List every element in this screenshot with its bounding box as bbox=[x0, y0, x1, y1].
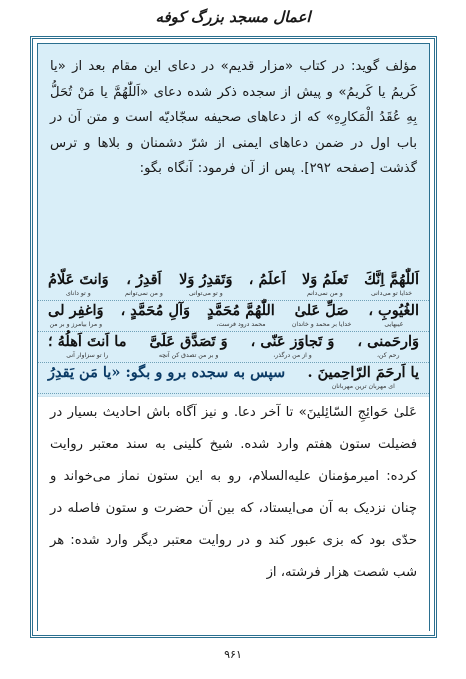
dua-translation: رحم کن، bbox=[376, 352, 400, 359]
dua-arabic: اَللّٰهُمَّ اِنَّكَ bbox=[364, 271, 419, 288]
dua-word bbox=[125, 270, 163, 298]
dua-arabic: وَارحَمنی ، bbox=[357, 333, 419, 350]
body-paragraph: عَلىٰ حَوائِجِ السّائِلینَ» تا آخر دعا. و نیز آگاه باش احادیث بسیار در فضیلت ستون هفتم وارد شده. شیخ کلینی به سند معتبر روایت کرده: امیرمؤمنان علیه‌السلام، رو به این ستون نماز می‌خواند و چنان نزدیک به آن می‌ایستاد، که بین آن حضرت و ستون فاصله در حدّی بود که بزی عبور کند و در روایت معتبر دیگر وارد شده: هر شب شصت هزار فرشته، از bbox=[38, 396, 429, 637]
dua-line bbox=[38, 301, 429, 332]
dua-word bbox=[48, 270, 109, 298]
dua-arabic: یا اَرحَمَ الرّاحِمینَ . bbox=[307, 364, 419, 381]
dua-word bbox=[207, 301, 275, 329]
dua-line bbox=[38, 270, 429, 301]
dua-word bbox=[179, 270, 232, 298]
dua-word bbox=[292, 301, 351, 329]
dua-translation: خدایا تو می‌دانی bbox=[371, 290, 413, 297]
dua-word bbox=[48, 301, 104, 329]
dua-arabic: وَ تَصَدَّق عَلَیَّ bbox=[149, 333, 228, 350]
dua-arabic: اَقدِرُ ، bbox=[126, 271, 162, 288]
page-number: ۹۶۱ bbox=[224, 648, 242, 661]
content-panel bbox=[37, 43, 430, 631]
intro-paragraph: مؤلف گوید: در کتاب «مزار قدیم» در دعای این مقام بعد از «یا کَریمُ یا کَریمُ» و پیش از سجده ذکر شده دعای «اَللّٰهُمَّ یا مَنْ تُحَلُّ بِهِ عُقَدُ الْمَکارِهِ» که از دعاهای صحیفه سجّادیّه است و متن آن در باب اول در ضمن دعاهای ایمنی از شرّ دشمنان و بلاها و ترس گذشت [صفحه ۲۹۲]. پس از آن فرمود: آنگاه بگو: bbox=[50, 59, 417, 177]
dua-arabic: الغُيُوبِ ، bbox=[368, 302, 419, 319]
dua-arabic: وَ تَجاوَز عَنّی ، bbox=[250, 333, 335, 350]
dua-arabic: سپس به سجده برو و بگو: «یا مَن یَقدِرُ bbox=[48, 364, 286, 381]
dua-word bbox=[251, 332, 335, 360]
dua-word bbox=[48, 363, 285, 382]
dua-arabic: وَآلِ مُحَمَّدٍ ، bbox=[120, 302, 191, 319]
dua-translation: محمد درود فرست، bbox=[216, 321, 266, 328]
dua-translation: ای مهربان ترین مهربانان bbox=[331, 383, 395, 390]
page-header: اعمال مسجد بزرگ کوفه bbox=[155, 8, 311, 26]
dua-word bbox=[307, 363, 419, 391]
dua-arabic: وَانتَ عَلّامُ bbox=[48, 271, 109, 288]
dua-translation: و تو می‌توانی bbox=[188, 290, 223, 297]
dua-line bbox=[38, 332, 429, 363]
dua-arabic: اَعلَمُ ، bbox=[248, 271, 286, 288]
dua-word bbox=[121, 301, 190, 320]
dua-word bbox=[357, 332, 419, 360]
dua-translation: و مرا بیامرز و بر من bbox=[49, 321, 103, 328]
dua-block bbox=[38, 270, 429, 394]
dua-arabic: اللّٰهُمَّ مُحَمَّدٍ bbox=[207, 302, 275, 319]
dua-translation: را تو سزاوار آنی bbox=[66, 352, 109, 359]
dua-word bbox=[249, 270, 286, 289]
dua-translation: و من نمی‌دانم bbox=[307, 290, 343, 297]
dua-translation: غیبهایی bbox=[384, 321, 403, 328]
dua-arabic: وَاغفِر لی bbox=[48, 302, 104, 319]
dua-arabic: وَتَقدِرُ وَلا bbox=[179, 271, 233, 288]
dua-translation: و از من درگذر، bbox=[273, 352, 312, 359]
dua-translation: و تو دانای bbox=[65, 290, 91, 297]
dua-line bbox=[38, 363, 429, 394]
dua-word bbox=[368, 301, 419, 329]
dua-translation: و بر من تصدق کن آنچه bbox=[158, 352, 219, 359]
dua-arabic: تَعلَمُ وَلا bbox=[301, 271, 348, 288]
dua-word bbox=[364, 270, 419, 298]
dua-arabic: صَلِّ عَلىٰ bbox=[294, 302, 349, 319]
dua-word bbox=[48, 332, 127, 360]
content-frame bbox=[30, 36, 437, 638]
dua-word bbox=[302, 270, 348, 298]
dua-arabic: ما اَنتَ اَهلُهُ ؛ bbox=[48, 333, 127, 350]
dua-translation: خدایا بر محمد و خاندان bbox=[291, 321, 352, 328]
dua-word bbox=[150, 332, 228, 360]
dua-translation: و من نمی‌توانم bbox=[124, 290, 163, 297]
